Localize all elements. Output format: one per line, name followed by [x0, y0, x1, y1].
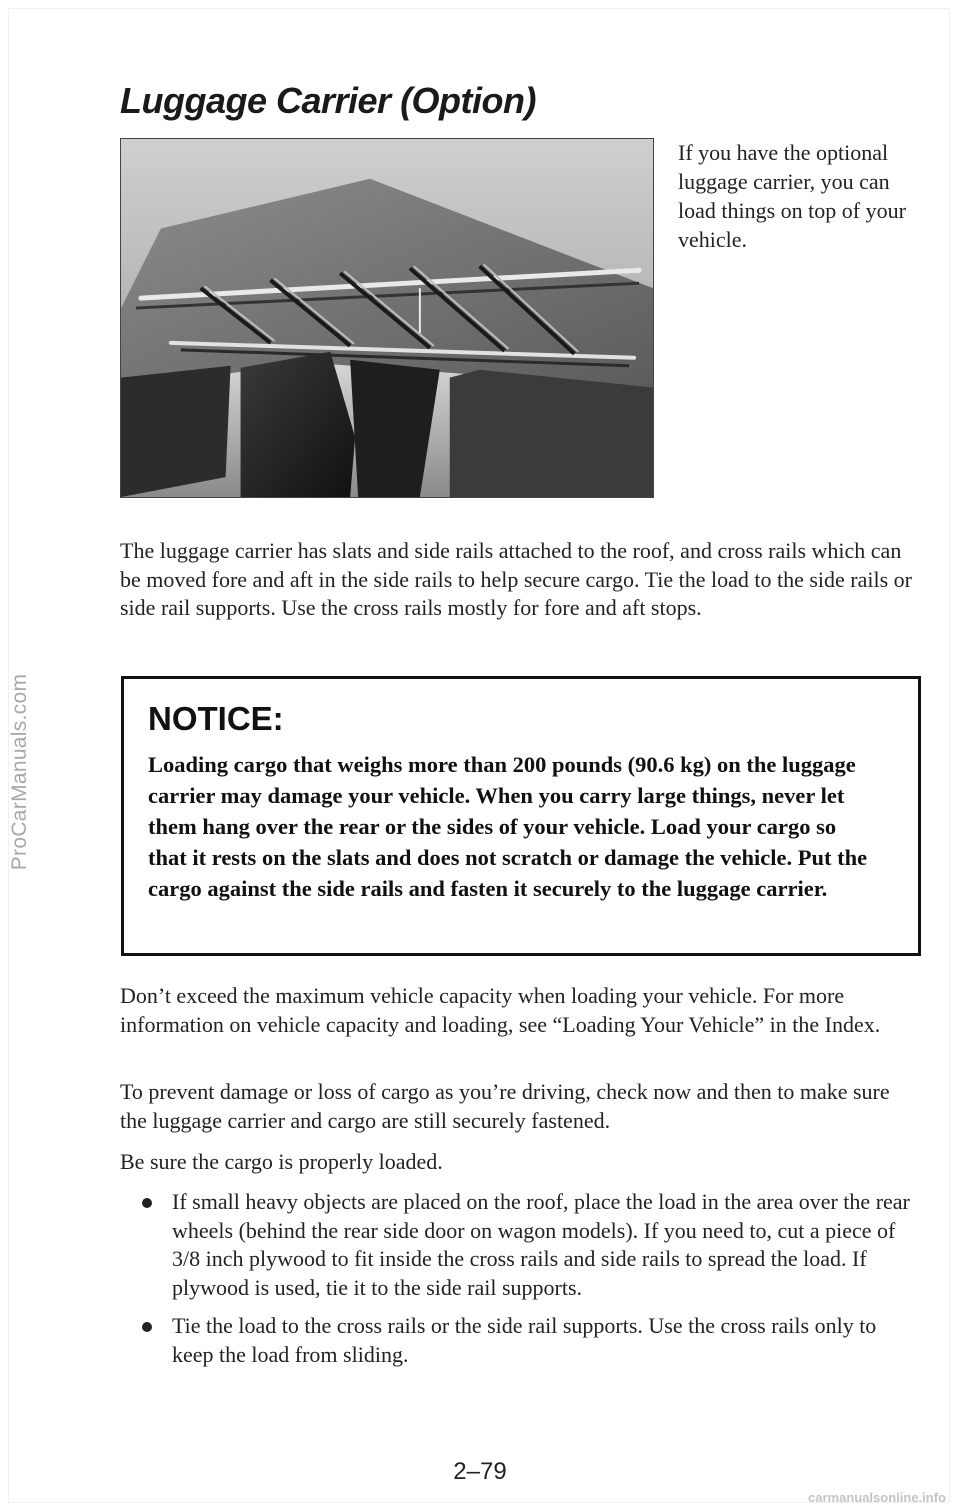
list-item [120, 1188, 920, 1302]
luggage-carrier-photo [120, 138, 654, 498]
paragraph-properly-loaded: Be sure the cargo is properly loaded. [120, 1149, 443, 1174]
side-watermark [8, 673, 31, 871]
vehicle-roof-illustration [121, 139, 653, 497]
list-item-text: If small heavy objects are placed on the roof, place the load in the area over the rear wheels (behind the rear side door on wagon models). If you need to, cut a piece of 3/8 inch plywood to fit inside the cross rails and side rails to spread the load. If plywood is used, tie it to the side rail supports. [172, 1189, 910, 1300]
notice-title: NOTICE: [148, 700, 284, 737]
notice-box [121, 676, 921, 956]
page-title: Luggage Carrier (Option) [120, 80, 537, 121]
bullet-dot-icon [142, 1322, 152, 1332]
loading-bullet-list [120, 1188, 920, 1379]
paragraph-check-fastened: To prevent damage or loss of cargo as you’re driving, check now and then to make sure the luggage carrier and cargo are still securely fastened. [120, 1079, 890, 1133]
intro-text: If you have the optional luggage carrier, you can load things on top of your vehicle. [678, 140, 906, 252]
notice-body: Loading cargo that weighs more than 200 pounds (90.6 kg) on the luggage carrier may damage your vehicle. When you carry large things, never let them hang over the rear or the sides of your vehicle. Load your cargo so that it rests on the slats and does not scratch or damage the vehicle. Put the cargo against the side rails and fasten it securely to the luggage carrier. [148, 752, 868, 901]
paragraph-capacity: Don’t exceed the maximum vehicle capacity when loading your vehicle. For more information on vehicle capacity and loading, see “Loading Your Vehicle” in the Index. [120, 983, 881, 1037]
footer-watermark: carmanualsonline.info [808, 1490, 946, 1505]
page-number: 2–79 [453, 1458, 507, 1485]
list-item [120, 1312, 920, 1369]
side-watermark-text: ProCarManuals.com [8, 673, 31, 871]
bullet-dot-icon [142, 1198, 152, 1208]
paragraph-carrier-description: The luggage carrier has slats and side rails attached to the roof, and cross rails which can be moved fore and aft in the side rails to help secure cargo. Tie the load to the side rails or side rail supports. Use the cross rails mostly for fore and aft stops. [120, 538, 912, 620]
list-item-text: Tie the load to the cross rails or the side rail supports. Use the cross rails only to keep the load from sliding. [172, 1313, 877, 1367]
